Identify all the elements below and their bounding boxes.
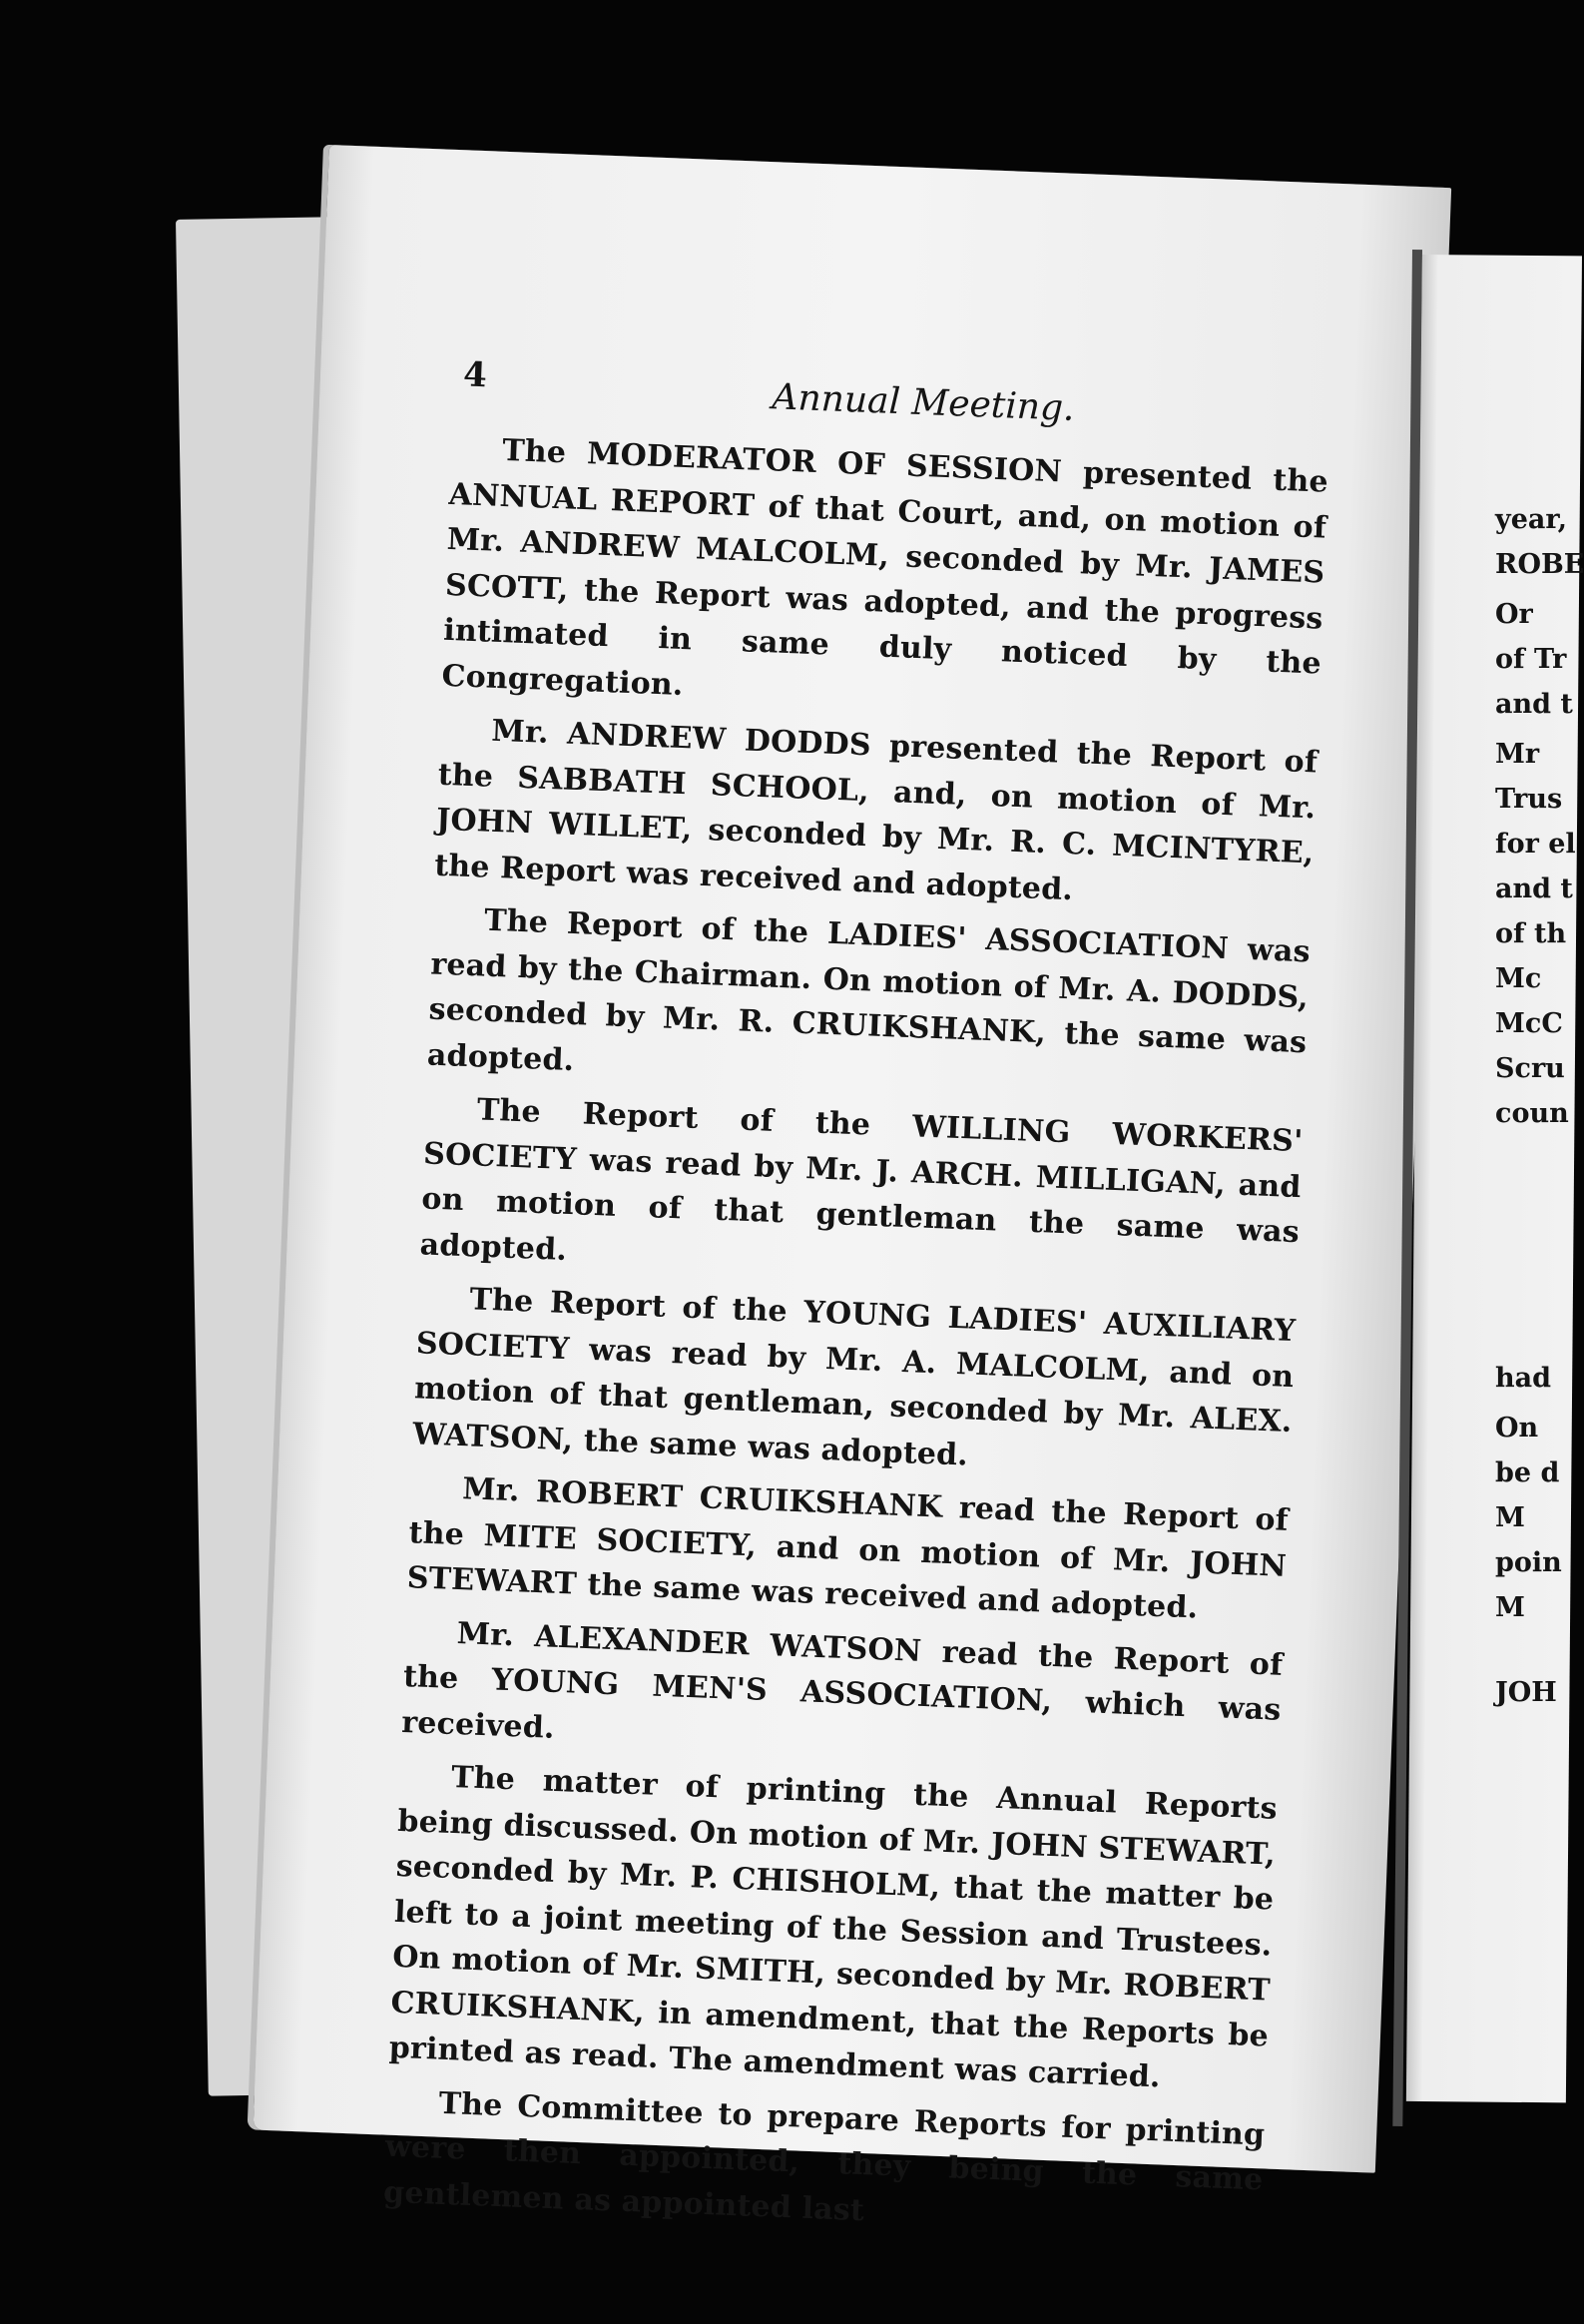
paragraph-young-mens-association: Mr. ALEXANDER WATSON read the Report of the YOUNG MEN'S ASSOCIATION, which was received.: [400, 1615, 1284, 1746]
running-title: Annual Meeting.: [771, 376, 1076, 429]
paragraph-willing-workers: The Report of the WILLING WORKERS' SOCIETY was read by Mr. J. ARCH. MILLIGAN, and on motion of that gentleman the same was adopted.: [419, 1092, 1305, 1268]
right-fragment: had: [1495, 1363, 1552, 1394]
right-fragment: coun: [1495, 1098, 1569, 1129]
paragraph-sabbath-school: Mr. ANDREW DODDS presented the Report of the SABBATH SCHOOL, and, on motion of Mr. JOHN WILLET, seconded by Mr. R. C. MCINTYRE, the Report was received and adopted.: [433, 713, 1319, 907]
right-fragment: and t: [1495, 689, 1573, 720]
paragraph-session-report: The MODERATOR OF SESSION presented the ANNUAL REPORT of that Court, and, on motion of Mr. ANDREW MALCOLM, seconded by Mr. JAMES SCOTT, the Report was adopted, and the progress intimated in same duly noticed by the Congregation.: [440, 432, 1329, 703]
page-text: [382, 354, 1331, 2248]
paragraph-ladies-association: The Report of the LADIES' ASSOCIATION was read by the Chairman. On motion of Mr. A. DODDS, seconded by Mr. R. CRUIKSHANK, the same was adopted.: [426, 902, 1312, 1078]
right-fragment: M: [1495, 1502, 1525, 1533]
right-fragment: M: [1495, 1592, 1525, 1623]
right-fragment: and t: [1495, 873, 1573, 904]
page-number: 4: [462, 354, 488, 396]
right-fragment: for el: [1495, 829, 1576, 860]
paragraph-printing-reports: The matter of printing the Annual Reports being discussed. On motion of Mr. JOHN STEWART, seconded by Mr. P. CHISHOLM, that the matter be left to a joint meeting of the Session and Trustees. On motion of Mr. SMITH, seconded by Mr. ROBERT CRUIKSHANK, in amendment, that the Reports be printed as read. The amendment was carried.: [388, 1759, 1279, 2095]
right-fragment: poin: [1495, 1547, 1562, 1578]
right-fragment: JOH: [1495, 1677, 1557, 1708]
right-fragment: Scru: [1495, 1053, 1565, 1084]
paragraph-committee: The Committee to prepare Reports for printing were then appointed, they being the same gentlemen as appointed last: [382, 2085, 1266, 2228]
right-fragment: McC: [1495, 1008, 1563, 1039]
right-fragment: Trus: [1495, 784, 1563, 815]
paragraph-mite-society: Mr. ROBERT CRUIKSHANK read the Report of the MITE SOCIETY, and on motion of Mr. JOHN STEWART the same was received and adopted.: [406, 1471, 1290, 1626]
right-fragment: On: [1495, 1413, 1539, 1444]
right-fragment: Mc: [1495, 963, 1542, 994]
right-fragment: Mr: [1495, 739, 1540, 770]
right-fragment: ROBE: [1495, 549, 1584, 580]
right-fragment: year,: [1495, 504, 1568, 535]
right-fragment: Or: [1495, 599, 1533, 630]
right-fragment: of Tr: [1495, 644, 1567, 675]
right-fragment: of th: [1495, 918, 1567, 949]
right-fragment: be d: [1495, 1457, 1560, 1488]
paragraph-young-ladies-auxiliary: The Report of the YOUNG LADIES' AUXILIARY SOCIETY was read by Mr. A. MALCOLM, and on motion of that gentleman, seconded by Mr. ALEX. WATSON, the same was adopted.: [411, 1282, 1297, 1473]
